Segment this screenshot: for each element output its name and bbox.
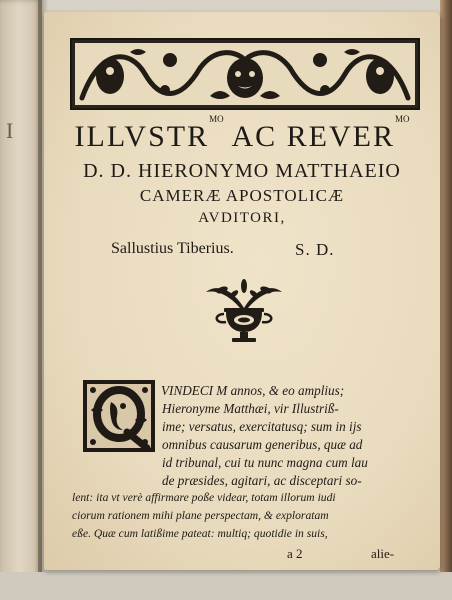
title-word-rever: AC REVER bbox=[223, 120, 395, 153]
table-surface bbox=[0, 572, 452, 600]
vase-ornament bbox=[202, 278, 286, 348]
letter-line-9: eße. Quæ cum latißime pateat: multiq; quotidie in suis, bbox=[72, 527, 328, 540]
ornamental-headpiece bbox=[70, 38, 420, 110]
title-word-illustr: ILLVSTR bbox=[74, 120, 210, 153]
left-page-edge bbox=[0, 0, 42, 600]
signature-mark: a 2 bbox=[287, 546, 303, 561]
dedication-title-line-2: D. D. HIERONYMO MATTHAEIO bbox=[83, 160, 401, 182]
left-page-fragment: I bbox=[6, 118, 14, 143]
letter-line-2: Hieronyme Matthæi, vir Illustriß- bbox=[162, 401, 339, 416]
letter-line-8: ciorum rationem mihi plane perspectam, & exploratam bbox=[72, 509, 329, 522]
dedication-title-line-4: AVDITORI, bbox=[198, 210, 286, 226]
letter-line-1: VINDECI M annos, & eo amplius; bbox=[161, 383, 345, 398]
catchword: alie- bbox=[371, 546, 395, 561]
book-cover-edge bbox=[440, 0, 452, 600]
dedication-title-line-1 bbox=[44, 114, 440, 154]
letter-line-4: omnibus causarum generibus, quæ ad bbox=[162, 437, 363, 452]
title-superscript-2: MO bbox=[394, 114, 410, 124]
decorated-initial-q bbox=[83, 380, 155, 452]
sender-name: Sallustius Tiberius. bbox=[111, 240, 234, 257]
book-page bbox=[44, 12, 440, 570]
salutation: S. D. bbox=[295, 240, 335, 259]
dedication-title-line-3: CAMERÆ APOSTOLICÆ bbox=[139, 186, 345, 205]
letter-line-5: id tribunal, cui tu nunc magna cum lau bbox=[162, 455, 368, 470]
letter-line-6: de præsides, agitari, ac disceptari so- bbox=[162, 473, 362, 488]
title-superscript-1: MO bbox=[209, 114, 224, 124]
letter-line-7: lent: ita vt verè affirmare poße videar, totam illorum iudi bbox=[72, 491, 336, 504]
letter-line-3: ime; versatus, exercitatusq; sum in ijs bbox=[162, 419, 362, 434]
